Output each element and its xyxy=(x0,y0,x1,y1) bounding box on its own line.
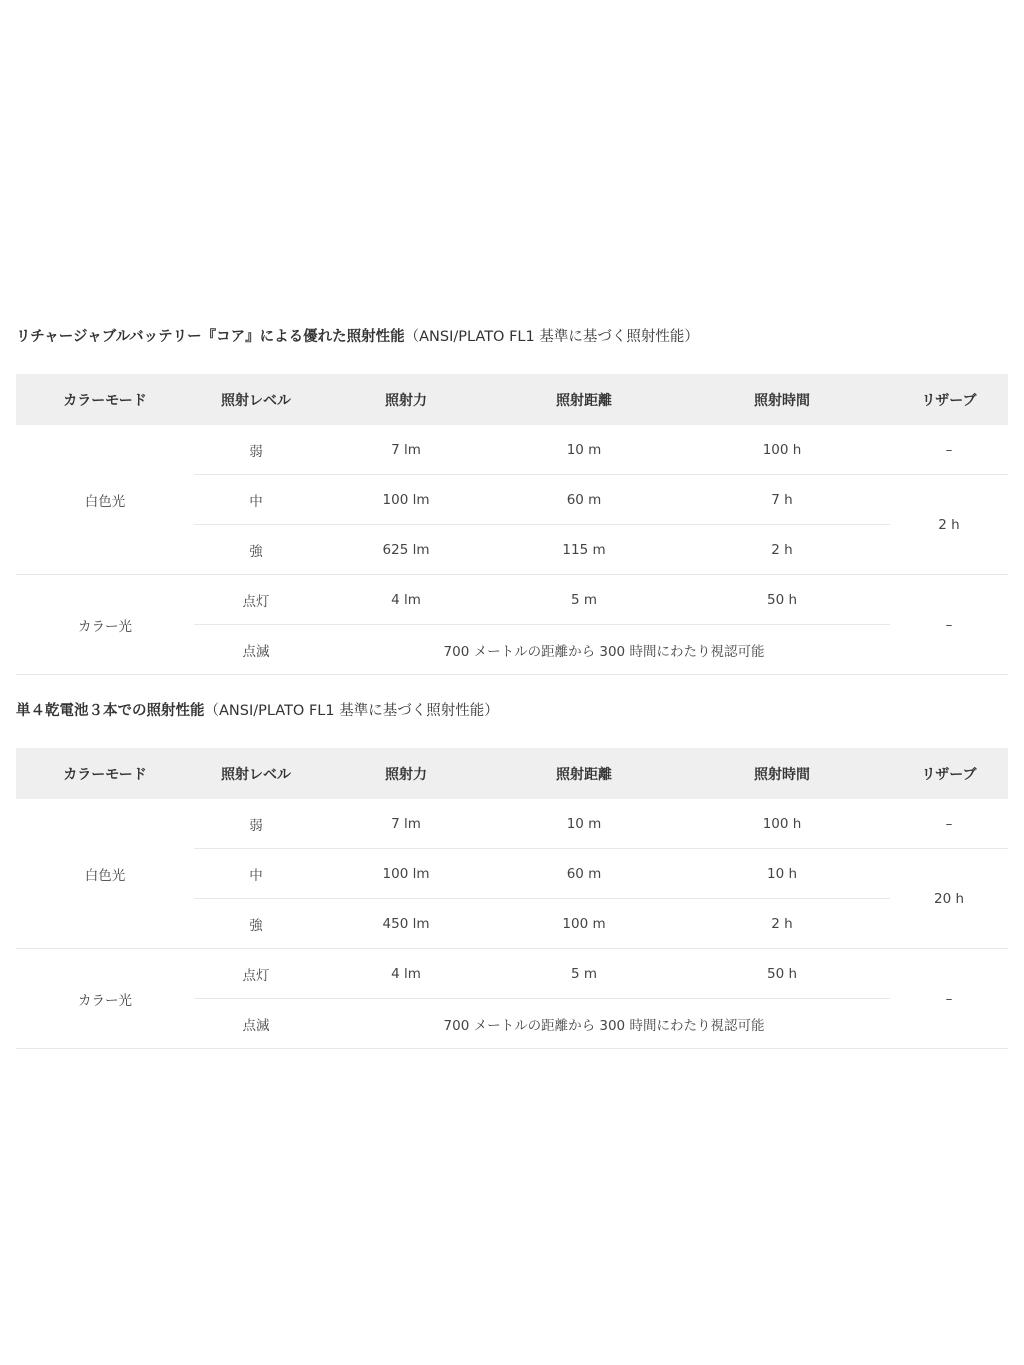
level-cell: 強 xyxy=(194,525,318,575)
section-title-note: （ANSI/PLATO FL1 基準に基づく照射性能） xyxy=(204,703,499,719)
header-runtime: 照射時間 xyxy=(674,374,890,425)
performance-table xyxy=(16,374,1008,675)
level-cell: 点灯 xyxy=(194,949,318,999)
reserve-cell: 2 h xyxy=(890,475,1008,575)
header-runtime: 照射時間 xyxy=(674,748,890,799)
visibility-note-cell: 700 メートルの距離から 300 時間にわたり視認可能 xyxy=(318,625,890,675)
section-title-main: 単４乾電池３本での照射性能 xyxy=(16,703,205,719)
distance-cell: 100 m xyxy=(494,899,674,949)
runtime-cell: 50 h xyxy=(674,949,890,999)
table-row xyxy=(16,799,1008,849)
level-cell: 中 xyxy=(194,849,318,899)
reserve-cell: – xyxy=(890,425,1008,475)
header-color-mode: カラーモード xyxy=(16,374,194,425)
output-cell: 7 lm xyxy=(318,799,494,849)
level-cell: 点滅 xyxy=(194,999,318,1049)
output-cell: 4 lm xyxy=(318,949,494,999)
output-cell: 100 lm xyxy=(318,849,494,899)
runtime-cell: 2 h xyxy=(674,899,890,949)
runtime-cell: 10 h xyxy=(674,849,890,899)
reserve-cell: – xyxy=(890,799,1008,849)
header-distance: 照射距離 xyxy=(494,748,674,799)
distance-cell: 10 m xyxy=(494,799,674,849)
header-reserve: リザーブ xyxy=(890,748,1008,799)
performance-table xyxy=(16,748,1008,1049)
distance-cell: 10 m xyxy=(494,425,674,475)
section-rechargeable-core xyxy=(16,322,1008,675)
section-aaa-batteries xyxy=(16,696,1008,1049)
table-header-row xyxy=(16,374,1008,425)
distance-cell: 5 m xyxy=(494,575,674,625)
table-row xyxy=(16,575,1008,625)
section-title-main: リチャージャブルバッテリー『コア』による優れた照射性能 xyxy=(16,329,405,345)
output-cell: 450 lm xyxy=(318,899,494,949)
level-cell: 弱 xyxy=(194,799,318,849)
header-level: 照射レベル xyxy=(194,748,318,799)
mode-cell: カラー光 xyxy=(16,575,194,675)
reserve-cell: 20 h xyxy=(890,849,1008,949)
runtime-cell: 2 h xyxy=(674,525,890,575)
table-row xyxy=(16,949,1008,999)
distance-cell: 5 m xyxy=(494,949,674,999)
table-row xyxy=(16,425,1008,475)
level-cell: 強 xyxy=(194,899,318,949)
output-cell: 7 lm xyxy=(318,425,494,475)
level-cell: 点灯 xyxy=(194,575,318,625)
reserve-cell: – xyxy=(890,949,1008,1049)
mode-cell: 白色光 xyxy=(16,799,194,949)
runtime-cell: 50 h xyxy=(674,575,890,625)
runtime-cell: 7 h xyxy=(674,475,890,525)
distance-cell: 115 m xyxy=(494,525,674,575)
header-output: 照射力 xyxy=(318,748,494,799)
section-title xyxy=(16,696,1008,726)
header-color-mode: カラーモード xyxy=(16,748,194,799)
output-cell: 100 lm xyxy=(318,475,494,525)
output-cell: 625 lm xyxy=(318,525,494,575)
level-cell: 弱 xyxy=(194,425,318,475)
distance-cell: 60 m xyxy=(494,849,674,899)
output-cell: 4 lm xyxy=(318,575,494,625)
runtime-cell: 100 h xyxy=(674,425,890,475)
distance-cell: 60 m xyxy=(494,475,674,525)
mode-cell: 白色光 xyxy=(16,425,194,575)
header-level: 照射レベル xyxy=(194,374,318,425)
mode-cell: カラー光 xyxy=(16,949,194,1049)
table-header-row xyxy=(16,748,1008,799)
runtime-cell: 100 h xyxy=(674,799,890,849)
header-reserve: リザーブ xyxy=(890,374,1008,425)
section-title-note: （ANSI/PLATO FL1 基準に基づく照射性能） xyxy=(404,329,699,345)
level-cell: 点滅 xyxy=(194,625,318,675)
reserve-cell: – xyxy=(890,575,1008,675)
level-cell: 中 xyxy=(194,475,318,525)
visibility-note-cell: 700 メートルの距離から 300 時間にわたり視認可能 xyxy=(318,999,890,1049)
section-title xyxy=(16,322,1008,352)
header-output: 照射力 xyxy=(318,374,494,425)
header-distance: 照射距離 xyxy=(494,374,674,425)
